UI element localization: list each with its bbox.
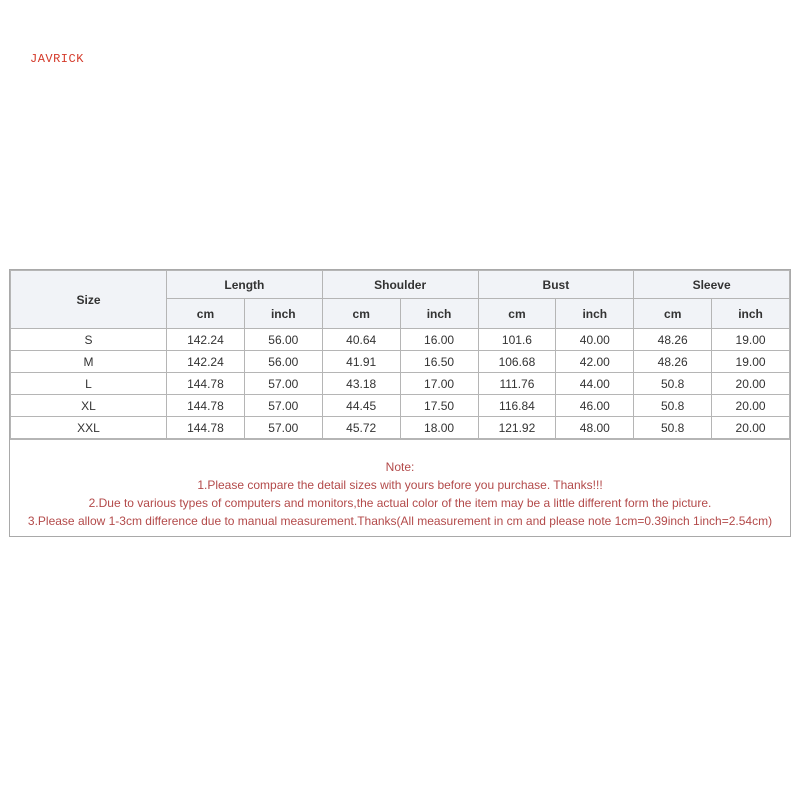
table-cell: 19.00	[712, 351, 790, 373]
table-cell: 18.00	[400, 417, 478, 439]
table-cell: 50.8	[634, 395, 712, 417]
table-cell: 116.84	[478, 395, 556, 417]
unit-header: inch	[556, 299, 634, 329]
unit-header: inch	[712, 299, 790, 329]
size-cell: XXL	[11, 417, 167, 439]
table-cell: 42.00	[556, 351, 634, 373]
table-cell: 48.26	[634, 351, 712, 373]
table-cell: 57.00	[244, 417, 322, 439]
table-cell: 48.00	[556, 417, 634, 439]
table-cell: 142.24	[167, 329, 245, 351]
table-cell: 142.24	[167, 351, 245, 373]
table-cell: 48.26	[634, 329, 712, 351]
unit-header: cm	[478, 299, 556, 329]
table-cell: 43.18	[322, 373, 400, 395]
note-line: 3.Please allow 1-3cm difference due to manual measurement.Thanks(All measurement in cm and please note 1cm=0.39inch 1inch=2.54cm)	[27, 514, 773, 528]
table-cell: 46.00	[556, 395, 634, 417]
bust-group-header: Bust	[478, 271, 634, 299]
size-cell: L	[11, 373, 167, 395]
table-row	[11, 395, 790, 417]
notes-title: Note:	[385, 460, 415, 474]
note-line: 2.Due to various types of computers and monitors,the actual color of the item may be a little different form the picture.	[88, 496, 712, 510]
table-row	[11, 373, 790, 395]
table-cell: 121.92	[478, 417, 556, 439]
unit-header: cm	[167, 299, 245, 329]
table-header-group-row	[11, 271, 790, 299]
table-row	[11, 329, 790, 351]
length-group-header: Length	[167, 271, 323, 299]
table-cell: 17.50	[400, 395, 478, 417]
unit-header: cm	[322, 299, 400, 329]
table-cell: 144.78	[167, 373, 245, 395]
table-cell: 20.00	[712, 373, 790, 395]
brand-logo: JAVRICK	[30, 52, 84, 66]
table-cell: 56.00	[244, 329, 322, 351]
size-cell: M	[11, 351, 167, 373]
size-cell: XL	[11, 395, 167, 417]
notes-section	[10, 439, 790, 536]
table-cell: 144.78	[167, 395, 245, 417]
size-column-header: Size	[11, 271, 167, 329]
table-cell: 45.72	[322, 417, 400, 439]
table-cell: 111.76	[478, 373, 556, 395]
sleeve-group-header: Sleeve	[634, 271, 790, 299]
shoulder-group-header: Shoulder	[322, 271, 478, 299]
table-cell: 41.91	[322, 351, 400, 373]
table-cell: 17.00	[400, 373, 478, 395]
table-cell: 57.00	[244, 373, 322, 395]
size-chart	[9, 269, 791, 537]
unit-header: inch	[244, 299, 322, 329]
table-cell: 16.00	[400, 329, 478, 351]
unit-header: cm	[634, 299, 712, 329]
table-row	[11, 417, 790, 439]
table-cell: 16.50	[400, 351, 478, 373]
note-line: 1.Please compare the detail sizes with yours before you purchase. Thanks!!!	[197, 478, 603, 492]
table-cell: 40.00	[556, 329, 634, 351]
table-cell: 144.78	[167, 417, 245, 439]
table-row	[11, 351, 790, 373]
table-cell: 106.68	[478, 351, 556, 373]
table-cell: 56.00	[244, 351, 322, 373]
table-cell: 44.00	[556, 373, 634, 395]
table-cell: 20.00	[712, 395, 790, 417]
table-cell: 101.6	[478, 329, 556, 351]
unit-header: inch	[400, 299, 478, 329]
table-cell: 40.64	[322, 329, 400, 351]
size-cell: S	[11, 329, 167, 351]
table-cell: 50.8	[634, 373, 712, 395]
table-cell: 20.00	[712, 417, 790, 439]
table-cell: 57.00	[244, 395, 322, 417]
size-table	[10, 270, 790, 439]
table-cell: 44.45	[322, 395, 400, 417]
table-cell: 50.8	[634, 417, 712, 439]
table-cell: 19.00	[712, 329, 790, 351]
